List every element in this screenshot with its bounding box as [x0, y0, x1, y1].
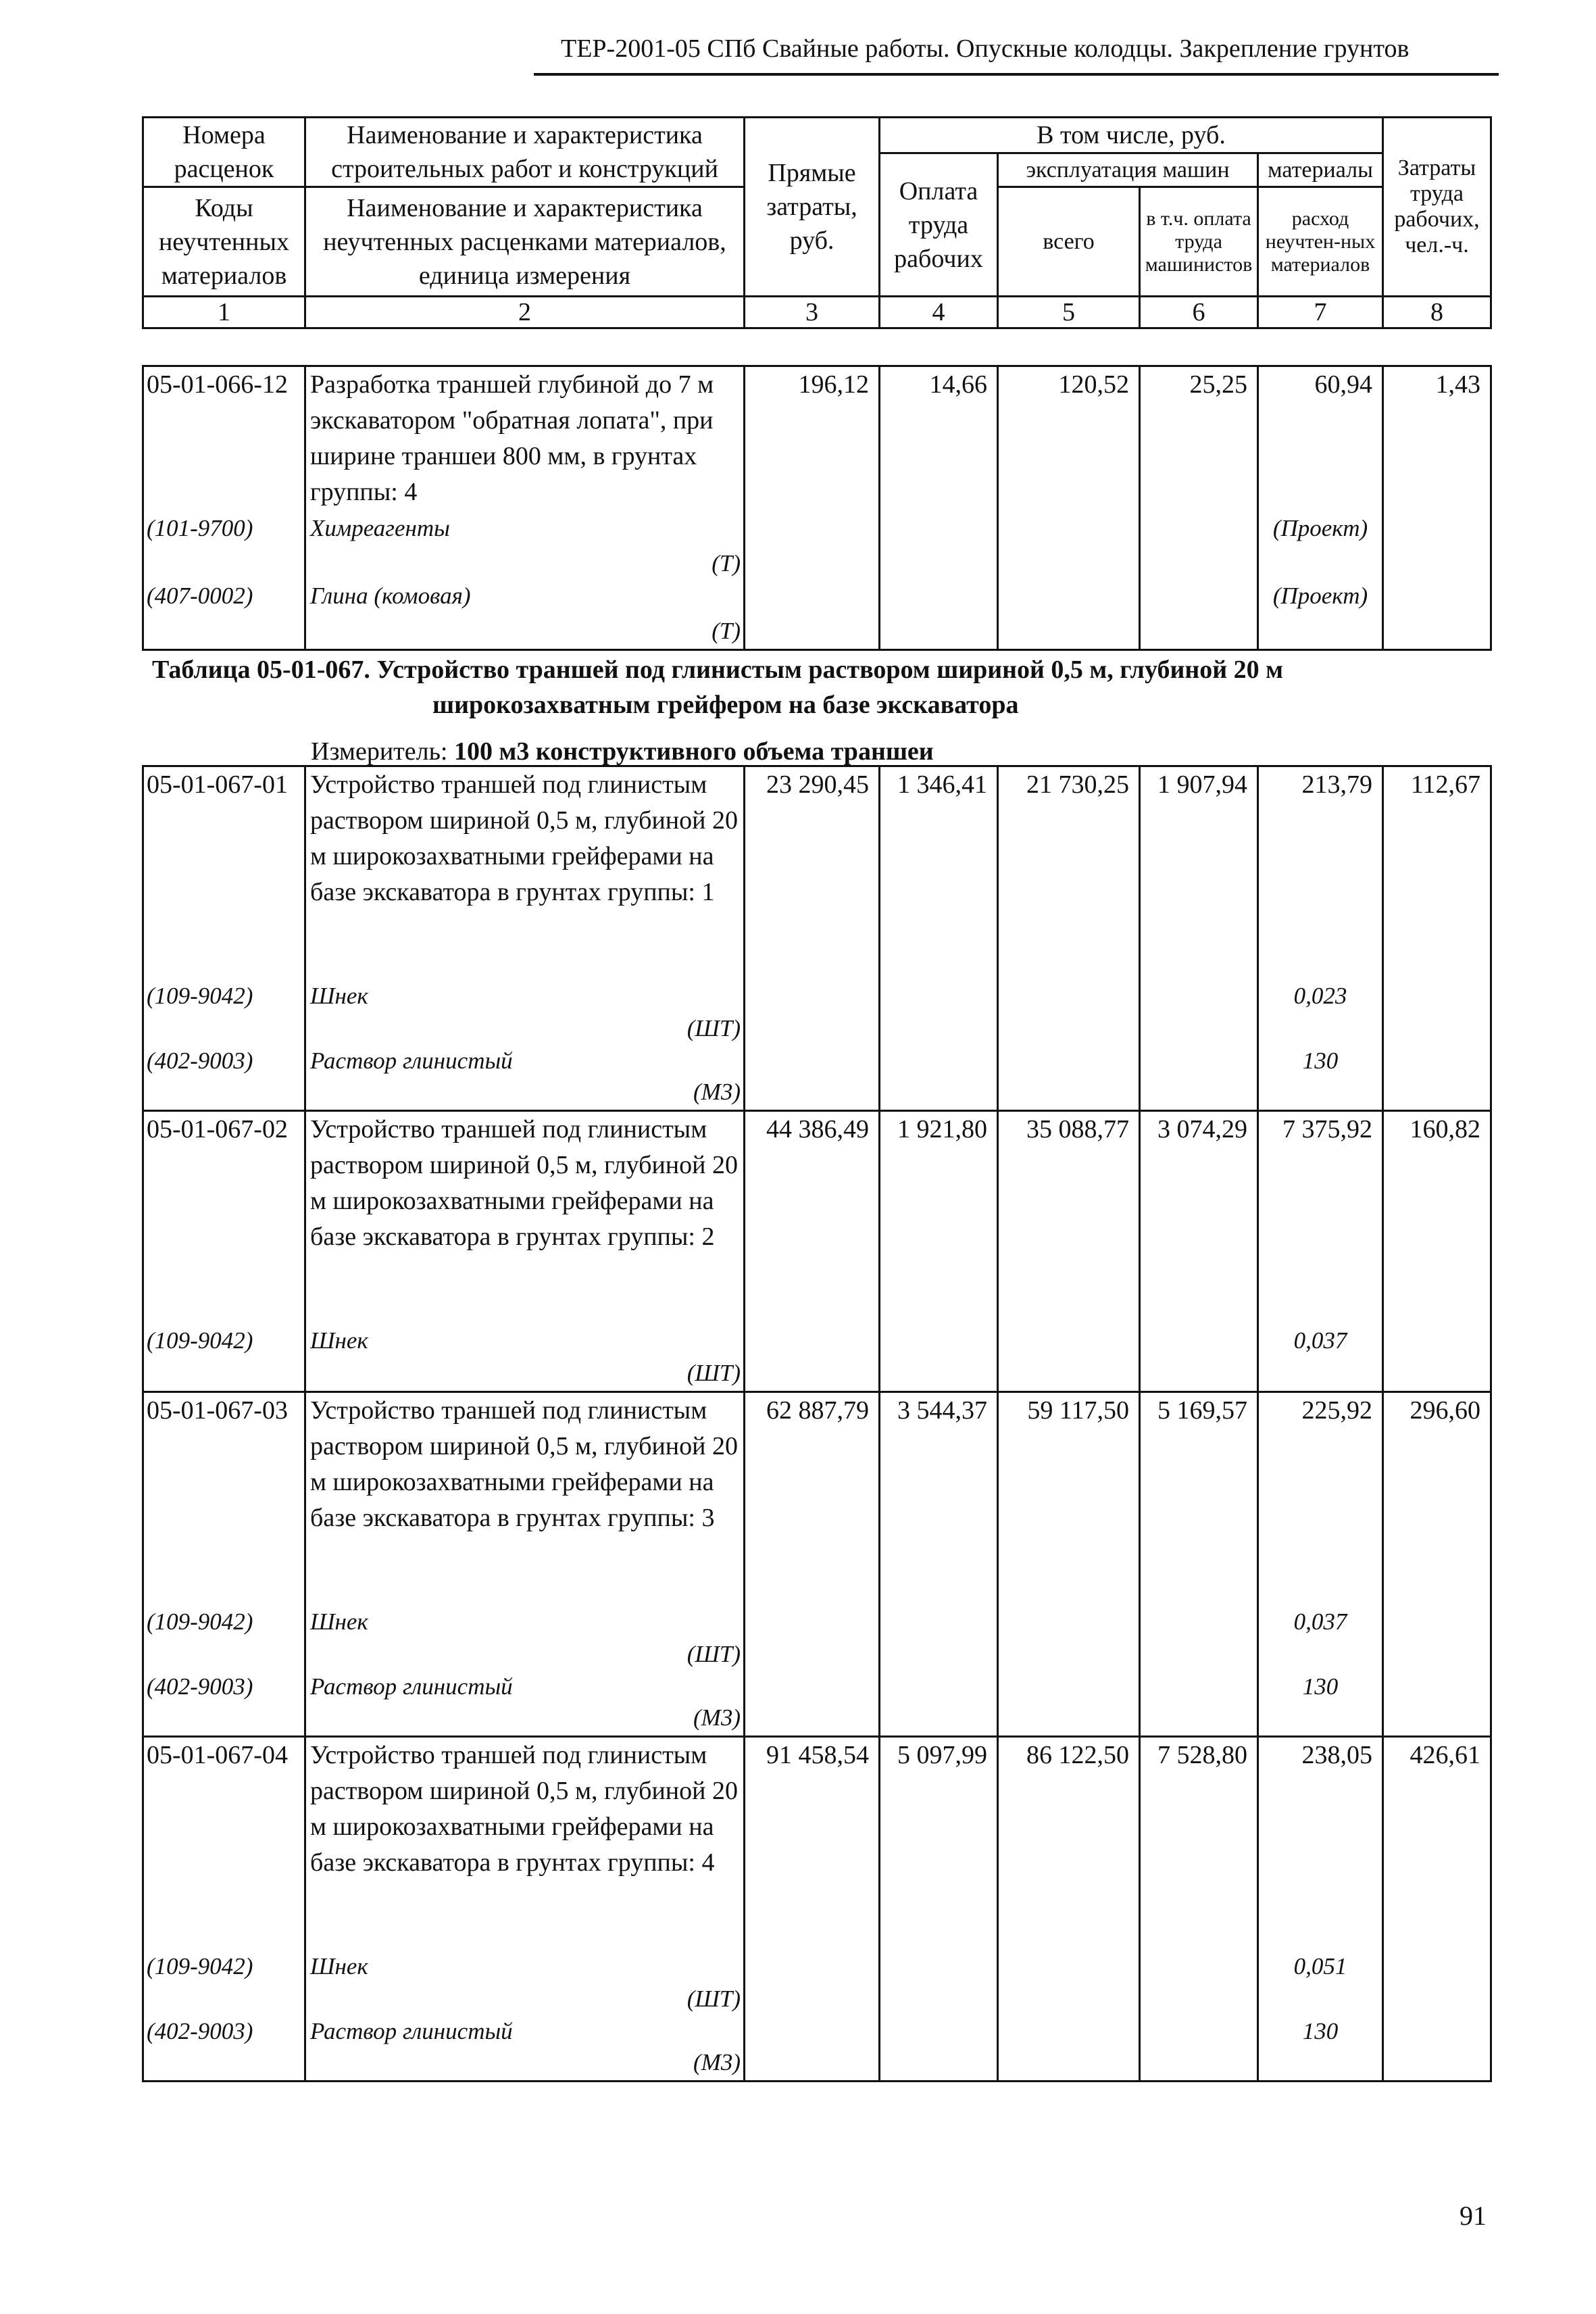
table-title: [152, 652, 1503, 722]
direct-costs: 62 887,79: [745, 1392, 880, 1737]
running-header: ТЕР-2001-05 СПб Свайные работы. Опускные колодцы. Закрепление грунтов: [561, 34, 1410, 63]
labor-hours: 1,43: [1383, 366, 1491, 650]
measure: [311, 737, 934, 766]
material-name: Химреагенты: [310, 515, 450, 541]
rate-name: Разработка траншей глубиной до 7 м экскаватором "обратная лопата", при ширине траншеи 800 мм, в грунтах группы: 4: [310, 370, 714, 506]
col-number: 4: [880, 297, 998, 328]
page-number: 91: [1460, 2200, 1487, 2231]
direct-costs: 91 458,54: [745, 1737, 880, 2082]
labor-hours: 296,60: [1383, 1392, 1491, 1737]
head-col1-top: Номера расценок: [143, 118, 305, 187]
rate-name: Устройство траншей под глинистым раствором шириной 0,5 м, глубиной 20 м широкозахватными грейферами на базе экскаватора в грунтах группы: 1: [310, 770, 738, 906]
labor-hours: 160,82: [1383, 1111, 1491, 1392]
table-title-line2: широкозахватным грейфером на базе экскаватора: [432, 691, 1019, 719]
head-col2-top: Наименование и характеристика строительных работ и конструкций: [305, 118, 745, 187]
head-col8: Затраты труда рабочих, чел.-ч.: [1383, 118, 1491, 297]
table-row: [143, 1737, 1491, 2082]
material-name: Раствор глинистый: [310, 2018, 513, 2044]
rate-code: 05-01-067-02: [147, 1115, 288, 1143]
machinists-pay: 25,25: [1140, 366, 1258, 650]
material-name: Шнек: [310, 1608, 368, 1635]
rate-name: Устройство траншей под глинистым раствором шириной 0,5 м, глубиной 20 м широкозахватными грейферами на базе экскаватора в грунтах группы: 2: [310, 1115, 738, 1251]
head-col7: расход неучтен-ных материалов: [1258, 187, 1383, 297]
material-name: Глина (комовая): [310, 583, 471, 609]
material-unit: (М3): [693, 2049, 741, 2075]
head-col3: Прямые затраты, руб.: [745, 118, 880, 297]
material-qty: 0,037: [1293, 1608, 1347, 1635]
head-col5: всего: [998, 187, 1140, 297]
material-qty: 130: [1302, 1673, 1339, 1700]
material-name: Раствор глинистый: [310, 1673, 513, 1700]
material-name: Раствор глинистый: [310, 1048, 513, 1074]
col-number: 8: [1383, 297, 1491, 328]
material-unit: (М3): [693, 1704, 741, 1731]
machines-total: 21 730,25: [998, 766, 1140, 1111]
head-materials: материалы: [1258, 153, 1383, 187]
col-number: 5: [998, 297, 1140, 328]
rate-code: 05-01-067-01: [147, 770, 288, 799]
material-unit: (ШТ): [687, 1641, 741, 1667]
table-05-01-067: [142, 765, 1492, 2082]
head-col1-bottom: Коды неучтенных материалов: [143, 187, 305, 297]
material-name: Шнек: [310, 1327, 368, 1354]
material-unit: (ШТ): [687, 1015, 741, 1041]
labor-hours: 112,67: [1383, 766, 1491, 1111]
material-unit: (ШТ): [687, 1360, 741, 1386]
col-number: 1: [143, 297, 305, 328]
head-col2-bottom: Наименование и характеристика неучтенных расценками материалов, единица измерения: [305, 187, 745, 297]
material-code: (402-9003): [147, 1048, 253, 1074]
material-name: Шнек: [310, 1953, 368, 1979]
material-qty: 0,023: [1293, 983, 1347, 1009]
material-code: (109-9042): [147, 983, 253, 1009]
measure-value: 100 м3 конструктивного объема траншеи: [454, 737, 934, 766]
col-number: 3: [745, 297, 880, 328]
rate-row: [143, 366, 1491, 650]
machines-total: 120,52: [998, 366, 1140, 650]
header-rule: [534, 73, 1499, 76]
material-qty: 130: [1302, 2018, 1339, 2044]
material-code: (402-9003): [147, 2018, 253, 2044]
materials-value: 213,79: [1301, 770, 1372, 799]
table-row: [143, 1111, 1491, 1392]
material-name: Шнек: [310, 983, 368, 1009]
direct-costs: 196,12: [745, 366, 880, 650]
rate-name: Устройство траншей под глинистым раствором шириной 0,5 м, глубиной 20 м широкозахватными грейферами на базе экскаватора в грунтах группы: 3: [310, 1396, 738, 1532]
direct-costs: 44 386,49: [745, 1111, 880, 1392]
labor-hours: 426,61: [1383, 1737, 1491, 2082]
machines-total: 35 088,77: [998, 1111, 1140, 1392]
material-code: (101-9700): [147, 515, 253, 541]
labor-pay: 1 921,80: [880, 1111, 998, 1392]
material-unit: (ШТ): [687, 1986, 741, 2012]
rate-code: 05-01-067-04: [147, 1741, 288, 1769]
material-code: (109-9042): [147, 1608, 253, 1635]
col-number: 7: [1258, 297, 1383, 328]
material-code: (109-9042): [147, 1953, 253, 1979]
materials-value: 238,05: [1301, 1741, 1372, 1769]
column-header-table: [142, 116, 1492, 329]
materials-value: 7 375,92: [1282, 1115, 1372, 1143]
col-number: 6: [1140, 297, 1258, 328]
rate-code: 05-01-067-03: [147, 1396, 288, 1425]
head-machines: эксплуатация машин: [998, 153, 1258, 187]
labor-pay: 1 346,41: [880, 766, 998, 1111]
table-title-line1: Таблица 05-01-067. Устройство траншей под глинистым раствором шириной 0,5 м, глубиной 20 м: [152, 656, 1284, 684]
material-code: (407-0002): [147, 583, 253, 609]
machines-total: 59 117,50: [998, 1392, 1140, 1737]
material-qty: (Проект): [1272, 583, 1368, 609]
table-row: [143, 1392, 1491, 1737]
material-qty: 0,037: [1293, 1327, 1347, 1354]
material-code: (402-9003): [147, 1673, 253, 1700]
machines-total: 86 122,50: [998, 1737, 1140, 2082]
labor-pay: 3 544,37: [880, 1392, 998, 1737]
direct-costs: 23 290,45: [745, 766, 880, 1111]
materials-value: 225,92: [1301, 1396, 1372, 1425]
head-col4: Оплата труда рабочих: [880, 153, 998, 297]
rate-code: 05-01-066-12: [147, 370, 288, 399]
col-number: 2: [305, 297, 745, 328]
materials-value: 60,94: [1314, 370, 1372, 399]
machinists-pay: 3 074,29: [1140, 1111, 1258, 1392]
material-qty: 0,051: [1293, 1953, 1347, 1979]
machinists-pay: 5 169,57: [1140, 1392, 1258, 1737]
head-incl: В том числе, руб.: [880, 118, 1383, 153]
material-unit: (М3): [693, 1079, 741, 1105]
material-code: (109-9042): [147, 1327, 253, 1354]
rate-name: Устройство траншей под глинистым раствором шириной 0,5 м, глубиной 20 м широкозахватными грейферами на базе экскаватора в грунтах группы: 4: [310, 1741, 738, 1877]
measure-label: Измеритель:: [311, 737, 448, 766]
previous-table: [142, 365, 1492, 651]
machinists-pay: 7 528,80: [1140, 1737, 1258, 2082]
labor-pay: 14,66: [880, 366, 998, 650]
head-col6: в т.ч. оплата труда машинистов: [1140, 187, 1258, 297]
material-unit: (Т): [712, 550, 741, 576]
machinists-pay: 1 907,94: [1140, 766, 1258, 1111]
material-qty: (Проект): [1272, 515, 1368, 541]
material-qty: 130: [1302, 1048, 1339, 1074]
material-unit: (Т): [712, 618, 741, 644]
labor-pay: 5 097,99: [880, 1737, 998, 2082]
table-row: [143, 766, 1491, 1111]
